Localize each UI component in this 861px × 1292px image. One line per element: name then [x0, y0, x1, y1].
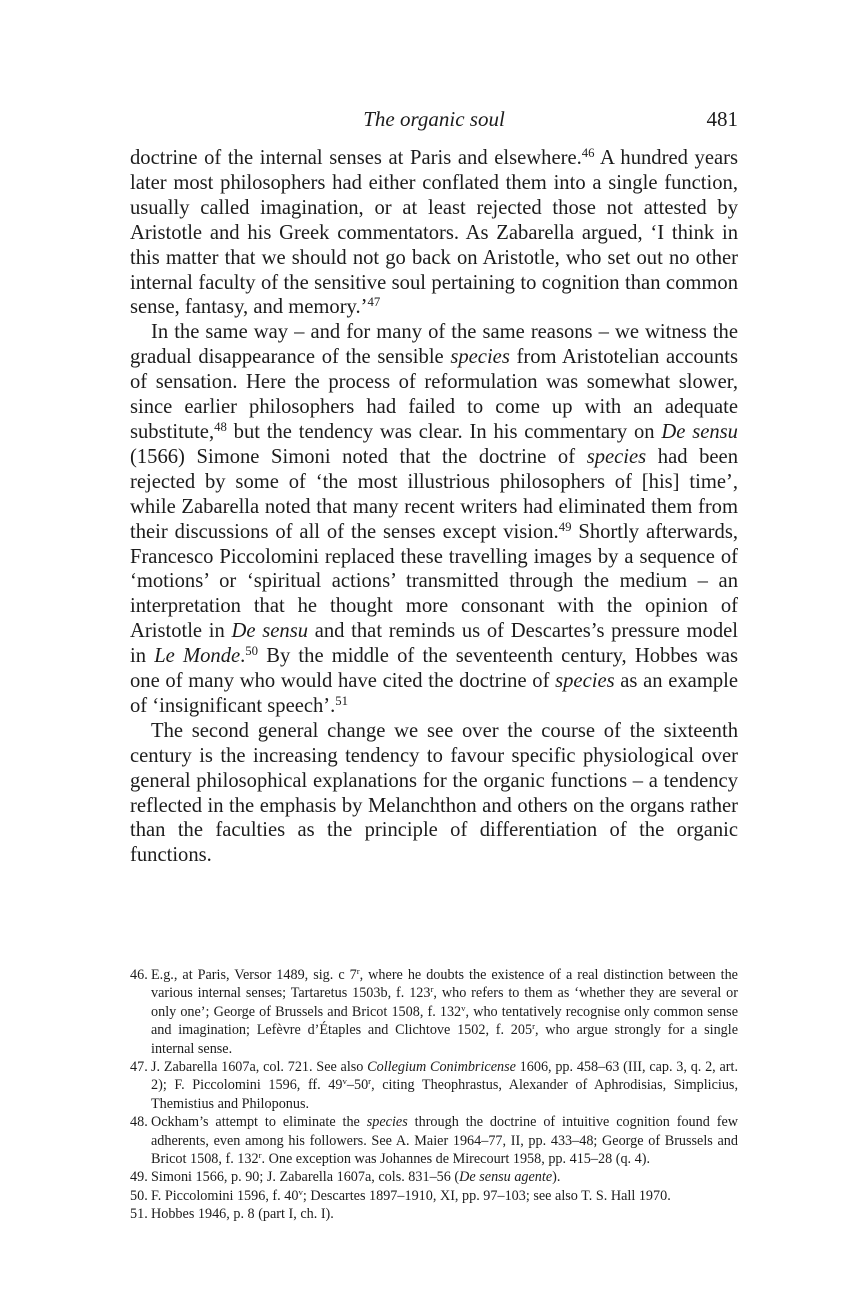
- italic-text: De sensu agente: [459, 1169, 553, 1186]
- italic-text: De sensu: [661, 420, 738, 443]
- footnote: [130, 1168, 738, 1186]
- italic-text: Le Monde: [154, 645, 241, 668]
- footnote: [130, 1187, 738, 1205]
- text-segment: but the tendency was clear. In his commentary on: [226, 420, 662, 443]
- text-segment: By the middle of the seventeenth century, Hobbes was one of many who would have cited the doctrine of: [130, 645, 738, 693]
- text-segment: Hobbes 1946, p. 8 (part I, ch. I).: [151, 1206, 334, 1223]
- page-number: 481: [706, 107, 738, 131]
- superscript: 48: [214, 419, 227, 434]
- text-segment: as an example of ‘insignificant speech’.: [130, 670, 738, 717]
- footnote: [130, 1058, 738, 1113]
- paragraph-3: [130, 719, 738, 868]
- footnote-number: 48.: [130, 1114, 148, 1131]
- text-segment: . One exception was Johannes de Mirecourt 1958, pp. 415–28 (q. 4).: [261, 1151, 651, 1168]
- italic-text: De sensu: [231, 620, 309, 643]
- superscript: r: [258, 1150, 262, 1161]
- text-segment: ; Descartes 1897–1910, XI, pp. 97–103; see also T. S. Hall 1970.: [302, 1187, 671, 1204]
- footnote-number: 51.: [130, 1206, 148, 1223]
- footnote: [130, 966, 738, 1058]
- text-segment: , who tentatively recognise only common sense and imagination; Lefèvre d’Étaples and Clichtove 1502, f. 205: [151, 1003, 738, 1039]
- footnote-number: 49.: [130, 1169, 148, 1186]
- italic-text: species: [586, 445, 647, 468]
- superscript: 50: [245, 644, 259, 659]
- footnote-text: [151, 967, 738, 1057]
- text-segment: The second general change we see over the course of the sixteenth century is the increasing tendency to favour specific physiological over general philosophical explanations for the organic functions – a tendency reflected in the emphasis by Melanchthon and others on the organs rather than the faculties as the principle of differentiation of the organic functions.: [130, 719, 738, 867]
- paragraph-2: [130, 320, 738, 719]
- text-segment: , citing Theophrastus, Alexander of Aphrodisias, Simplicius, Themistius and Philoponus.: [151, 1077, 738, 1112]
- superscript: 49: [558, 519, 572, 534]
- superscript: v: [342, 1076, 347, 1087]
- footnote: [130, 1113, 738, 1168]
- italic-text: species: [555, 670, 615, 693]
- footnote-text: [151, 1188, 671, 1204]
- superscript: r: [430, 984, 434, 995]
- superscript: 47: [367, 295, 381, 310]
- text-segment: Simoni 1566, p. 90; J. Zabarella 1607a, cols. 831–56 (: [151, 1169, 460, 1186]
- text-segment: .: [240, 645, 246, 668]
- italic-text: Collegium Conimbricense: [367, 1059, 516, 1076]
- text-segment: Shortly afterwards, Francesco Piccolomini replaced these travelling images by a sequence of ‘motions’ or ‘spiritual actions’ transmitted through the medium – an interpretation that he thought more consonant with the opinion of Aristotle in: [130, 520, 738, 643]
- text-segment: had been rejected by some of ‘the most illustrious philosophers of [his] time’, while Zabarella noted that many recent writers had eliminated them from their discussions of all of the senses except vision.: [130, 445, 738, 543]
- footnote: [130, 1205, 738, 1223]
- text-segment: through the doctrine of intuitive cognition found few adherents, even among his followers. See A. Maier 1964–77, II, pp. 433–48; George of Brussels and Bricot 1508, f. 132: [151, 1114, 739, 1168]
- footnote-number: 47.: [130, 1059, 148, 1076]
- footnote-text: [151, 1206, 334, 1222]
- superscript: v: [298, 1187, 303, 1198]
- text-segment: (1566) Simone Simoni noted that the doctrine of: [130, 445, 587, 468]
- superscript: r: [356, 966, 360, 977]
- text-segment: doctrine of the internal senses at Paris and elsewhere.: [130, 147, 582, 169]
- superscript: r: [532, 1021, 535, 1032]
- footnote-number: 46.: [130, 967, 148, 983]
- superscript: 46: [581, 145, 595, 160]
- text-segment: J. Zabarella 1607a, col. 721. See also: [151, 1059, 368, 1076]
- footnote-number: 50.: [130, 1187, 148, 1204]
- italic-text: species: [450, 346, 510, 369]
- footnote-text: [151, 1114, 738, 1167]
- footnotes: [130, 966, 738, 1224]
- superscript: v: [461, 1002, 466, 1013]
- main-text: [130, 146, 738, 868]
- italic-text: species: [366, 1114, 408, 1131]
- footnote-text: [151, 1169, 560, 1185]
- page-header: [130, 104, 738, 134]
- text-segment: and that reminds us of Descartes’s pressure model in: [130, 620, 738, 668]
- text-segment: F. Piccolomini 1596, f. 40: [151, 1187, 299, 1204]
- text-segment: A hundred years later most philosophers had either conflated them into a single function, usually called imagination, or at least rejected those not attested by Aristotle and his Greek commentators. As Zabarella argued, ‘I think in this matter that we should not go back on Aristotle, who set out no other internal faculty of the sensitive soul pertaining to cognition than common sense, fantasy, and memory.’: [130, 147, 738, 319]
- text-segment: from Aristotelian accounts of sensation. Here the process of reformulation was somewhat slower, since earlier philosophers had failed to come up with an adequate substitute,: [130, 346, 738, 443]
- text-segment: In the same way – and for many of the same reasons – we witness the gradual disappearance of the sensible: [130, 321, 738, 369]
- superscript: 51: [335, 693, 349, 708]
- text-segment: , who argue strongly for a single internal sense.: [151, 1022, 739, 1057]
- paragraph-1: [130, 146, 738, 320]
- text-segment: , who refers to them as ‘whether they are several or only one’; George of Brussels and Bricot 1508, f. 132: [151, 985, 738, 1020]
- superscript: r: [368, 1076, 372, 1087]
- text-segment: 1606, pp. 458–63 (III, cap. 3, q. 2, art. 2); F. Piccolomini 1596, ff. 49: [151, 1059, 738, 1094]
- running-head: The organic soul: [363, 107, 505, 131]
- text-segment: Ockham’s attempt to eliminate the: [151, 1114, 367, 1131]
- text-segment: –50: [346, 1077, 369, 1094]
- text-segment: ).: [552, 1169, 561, 1186]
- footnote-text: [151, 1059, 738, 1112]
- text-segment: E.g., at Paris, Versor 1489, sig. c 7: [151, 967, 357, 983]
- text-segment: , where he doubts the existence of a real distinction between the various internal senses; Tartaretus 1503b, f. 123: [151, 967, 738, 1002]
